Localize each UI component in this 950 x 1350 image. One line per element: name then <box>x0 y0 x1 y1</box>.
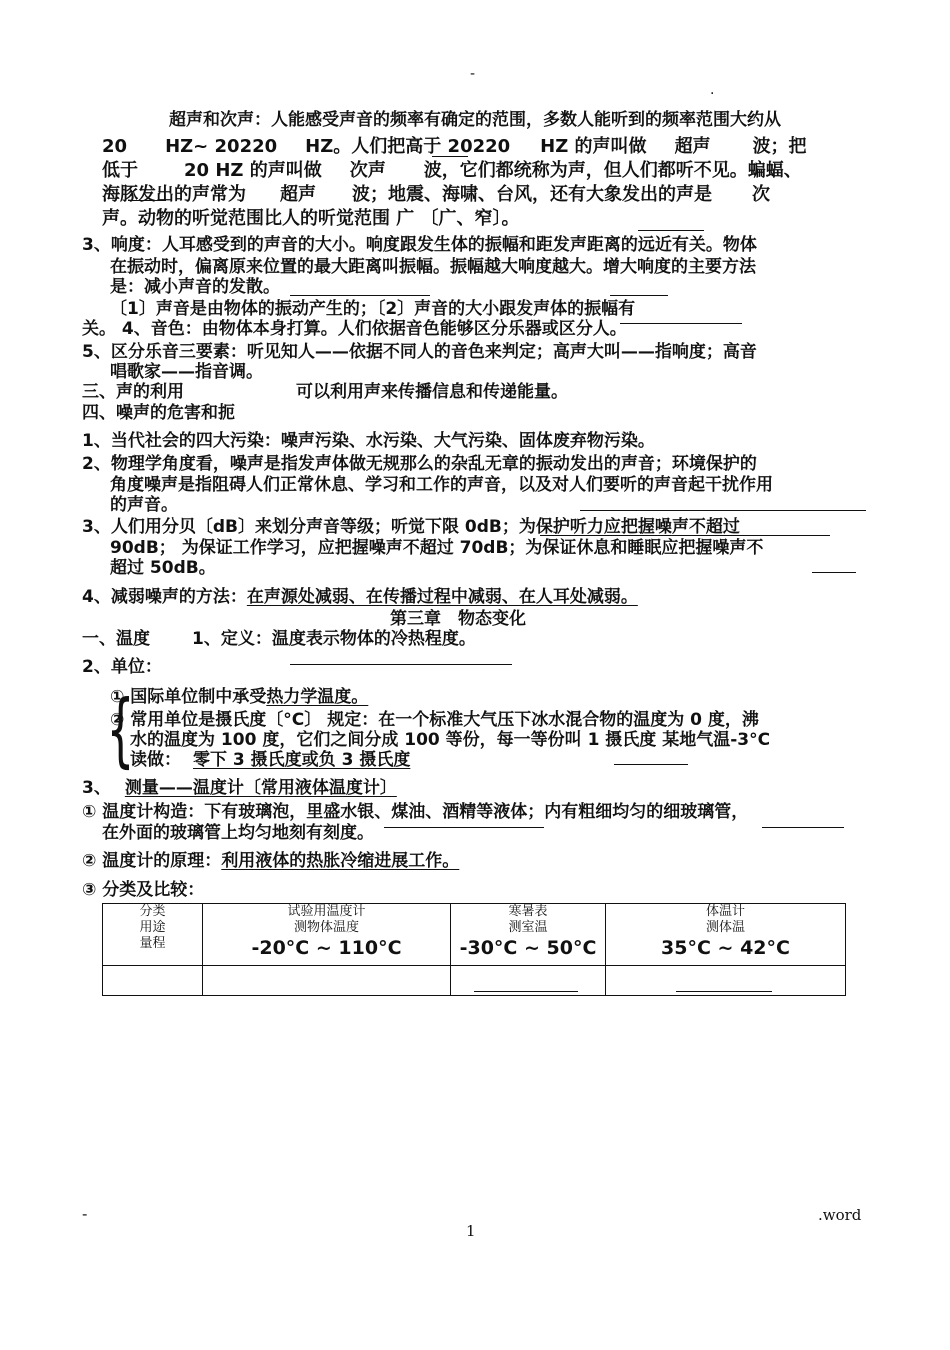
blank-rule <box>290 295 430 296</box>
text-line: 关。 4、音色：由物体本身打算。人们依据音色能够区分乐器或区分人。 <box>82 319 627 339</box>
text-line: 超过 50dB。 <box>110 558 216 578</box>
footer-dash: - <box>82 1205 88 1223</box>
text-line: ③ 分类及比较： <box>82 880 205 900</box>
header-dot: . <box>710 82 715 98</box>
text-line: 声。动物的听觉范围比人的听觉范围 广 〔广、窄〕。 <box>102 208 520 229</box>
text-line: 读做： 零下 3 摄氏度或负 3 摄氏度 <box>130 750 411 770</box>
text-line: 超声和次声：人能感受声音的频率有确定的范围，多数人能听到的频率范围大约从 <box>169 110 781 130</box>
header-dash: - <box>470 66 476 82</box>
blank-rule <box>384 827 544 828</box>
footer-word: .word <box>818 1206 862 1224</box>
text-line: 90dB； 为保证工作学习，应把握噪声不超过 70dB；为保证休息和睡眠应把握噪声不 <box>110 538 764 558</box>
text-line: 低于 20 HZ 的声叫做 次声 波，它们都统称为声，但人们都听不见。蝙蝠、 <box>102 160 802 181</box>
blank-rule <box>128 200 166 201</box>
table-cell <box>203 966 451 996</box>
table-cell <box>103 966 203 996</box>
text-line: 海豚发出的声常为 超声 波；地震、海啸、台风，还有大象发出的声是 次 <box>102 184 770 205</box>
text-line: ① 国际单位制中承受热力学温度。 <box>110 687 369 707</box>
text-line: 2、物理学角度看，噪声是指发声体做无规那么的杂乱无章的振动发出的声音；环境保护的 <box>82 454 757 474</box>
text-line: ② 温度计的原理：利用液体的热胀冷缩进展工作。 <box>82 851 460 871</box>
curly-brace-icon: { <box>106 683 135 776</box>
table-cell: 体温计 测体温 35°C ~ 42°C <box>606 904 846 966</box>
text-line: 在外面的玻璃管上均匀地刻有刻度。 <box>102 823 374 843</box>
section-heading: 四、噪声的危害和扼 <box>82 403 235 423</box>
text-line: 水的温度为 100 度，它们之间分成 100 等份，每一等份叫 1 摄氏度 某地气温-3°C <box>130 730 771 750</box>
table-cell: 寒暑表 测室温 -30°C ~ 50°C <box>451 904 606 966</box>
text-line: 一、温度 1、定义：温度表示物体的冷热程度。 <box>82 629 476 649</box>
blank-rule <box>620 323 742 324</box>
text-line: 是：减小声音的发散。 <box>110 277 280 297</box>
text-line: 1、当代社会的四大污染：噪声污染、水污染、大气污染、固体废弃物污染。 <box>82 431 655 451</box>
text-line: ② 常用单位是摄氏度〔°C〕 规定：在一个标准大气压下冰水混合物的温度为 0 度，沸 <box>110 710 759 730</box>
text-line: 〔1〕声音是由物体的振动产生的；〔2〕声音的大小跟发声体的振幅有 <box>110 299 636 319</box>
table-cell: 试验用温度计 测物体温度 -20°C ~ 110°C <box>203 904 451 966</box>
blank-rule <box>812 572 856 573</box>
table-row <box>103 904 846 966</box>
chapter-title: 第三章 物态变化 <box>390 609 526 629</box>
text-line: 3、响度：人耳感受到的声音的大小。响度跟发生体的振幅和距发声距离的远近有关。物体 <box>82 235 757 255</box>
blank-rule <box>580 510 866 511</box>
text-line: 角度噪声是指阻碍人们正常休息、学习和工作的声音，以及对人们要听的声音起干扰作用 <box>110 475 773 495</box>
text-line: 在振动时，偏离原来位置的最大距离叫振幅。振幅越大响度越大。增大响度的主要方法 <box>110 257 756 277</box>
blank-rule <box>540 535 830 536</box>
blank-rule <box>614 764 688 765</box>
thermometer-comparison-table <box>102 903 846 996</box>
text-line: 2、单位： <box>82 657 162 677</box>
text-line: ① 温度计构造：下有玻璃泡，里盛水银、煤油、酒精等液体；内有粗细均匀的细玻璃管， <box>82 802 749 822</box>
blank-rule <box>290 664 512 665</box>
text-line: 三、声的利用 可以利用声来传播信息和传递能量。 <box>82 382 568 402</box>
text-line: 4、减弱噪声的方法：在声源处减弱、在传播过程中减弱、在人耳处减弱。 <box>82 587 638 607</box>
text-line: 的声音。 <box>110 495 178 515</box>
text-line: 5、区分乐音三要素：听见知人——依据不同人的音色来判定；高声大叫——指响度；高音 <box>82 342 757 362</box>
blank-rule <box>638 230 704 231</box>
text-line: 唱歌家——指音调。 <box>110 362 263 382</box>
blank-rule <box>676 991 772 992</box>
text-line: 3、 测量——温度计〔常用液体温度计〕 <box>82 778 397 798</box>
text-line: 3、人们用分贝〔dB〕来划分声音等级；听觉下限 0dB；为保护听力应把握噪声不超过 <box>82 517 740 537</box>
blank-rule <box>610 295 668 296</box>
blank-rule <box>762 827 844 828</box>
blank-rule <box>474 991 578 992</box>
page-number: 1 <box>466 1222 476 1240</box>
text-line: 20 HZ~ 20220 HZ。人们把高于 20220 HZ 的声叫做 超声 波；把 <box>102 136 807 157</box>
table-cell: 分类 用途 量程 <box>103 904 203 966</box>
blank-rule <box>432 156 468 157</box>
